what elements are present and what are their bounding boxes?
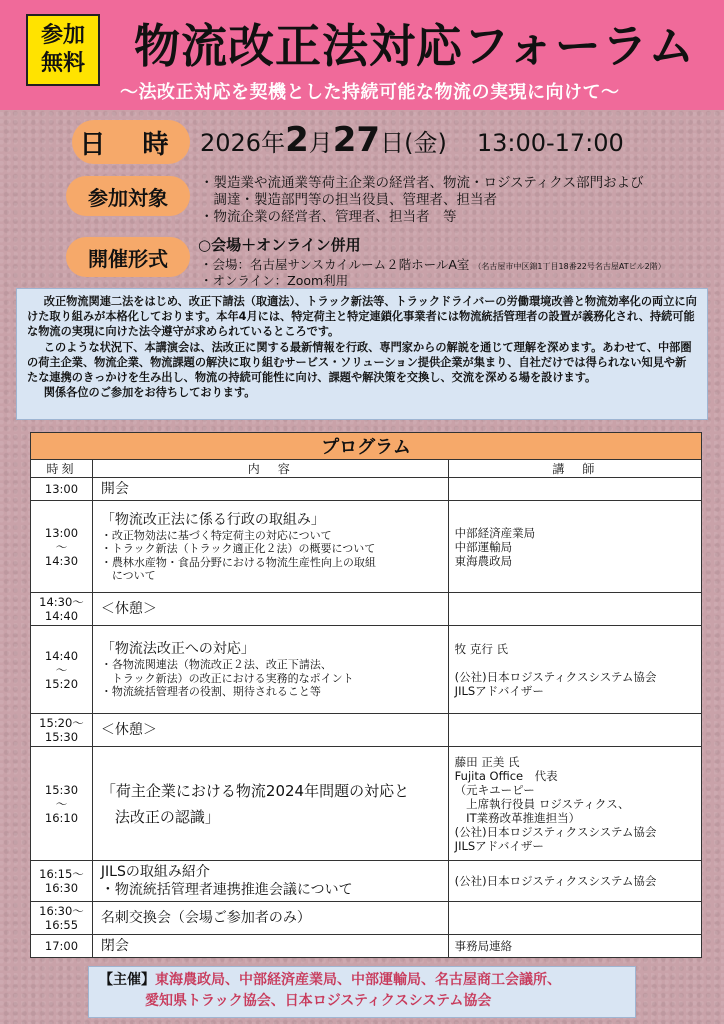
table-row	[31, 902, 702, 935]
session-point: ・トラック新法（トラック適正化２法）の概要について	[100, 542, 376, 555]
row-time	[31, 902, 93, 935]
row-speaker: 事務局連絡	[448, 935, 701, 958]
row-time	[31, 501, 93, 593]
row-speaker	[448, 747, 701, 861]
date-label: 日 時	[72, 120, 190, 164]
session-point: ・農林水産物・食品分野における物流生産性向上の取組	[100, 555, 376, 569]
table-row	[31, 501, 702, 593]
table-row	[31, 626, 702, 714]
intro-paragraph: このような状況下、本講演会は、法改正に関する最新情報を行政、専門家からの解説を通じて理解を深めます。あわせて、中部圏の荷主企業、物流企業、物流課題の解決に取り組むサービス・ソリューション提供企業が集まり、自社だけでは得られない知見や新たな連携のきっかけを生み出し、物流の持続可能性に向け、課題や解決策を交換し、交流を深める場を設けます。	[27, 340, 692, 385]
program-title: プログラム	[31, 433, 702, 460]
event-time: 13:00-17:00	[476, 129, 624, 157]
session-point: について	[100, 569, 156, 582]
speaker-name: 牧 克行 氏	[454, 641, 508, 656]
intro-paragraph: 関係各位のご参加をお待ちしております。	[43, 386, 256, 400]
col-speaker-header: 講 師	[448, 460, 701, 478]
time-end: 15:30	[44, 730, 79, 744]
session-point: トラック新法）の改正における実務的なポイント	[100, 671, 354, 685]
row-speaker	[448, 714, 701, 747]
time-end: 16:10	[44, 810, 79, 825]
row-time	[31, 714, 93, 747]
time-end: 15:20	[44, 676, 79, 691]
time-start: 15:30	[44, 782, 79, 797]
time-end: 14:40	[44, 609, 79, 623]
session-point: ・改正物効法に基づく特定荷主の対応について	[100, 528, 332, 542]
row-content: 名刺交換会（会場ご参加者のみ）	[92, 902, 448, 935]
table-row	[31, 714, 702, 747]
speaker-line: Fujita Office 代表	[454, 768, 558, 783]
row-time	[31, 626, 93, 714]
target-line: ・製造業や流通業等荷主企業の経営者、物流・ロジスティクス部門および	[200, 175, 644, 191]
organizers-line	[99, 970, 625, 991]
row-time	[31, 593, 93, 626]
row-content	[92, 626, 448, 714]
row-time	[31, 861, 93, 902]
row-speaker	[448, 902, 701, 935]
row-time: 13:00	[31, 478, 93, 501]
time-sep: ～	[55, 539, 68, 554]
format-label: 開催形式	[66, 237, 190, 277]
page-title: 物流改正法対応フォーラム	[134, 19, 696, 73]
venue-address: （名古屋市中区錦1丁目18番22号名古屋ATビル2階）	[473, 262, 666, 271]
row-content: 閉会	[92, 935, 448, 958]
session-details	[101, 529, 440, 583]
row-speaker	[448, 593, 701, 626]
event-datetime	[200, 120, 624, 160]
row-content	[92, 501, 448, 593]
row-time	[31, 747, 93, 861]
date-day-unit: 日(金)	[380, 129, 447, 157]
table-row	[31, 478, 702, 501]
col-content-header: 内 容	[92, 460, 448, 478]
target-label: 参加対象	[66, 176, 190, 216]
organizers-label: 【主催】	[99, 972, 155, 988]
table-row	[31, 861, 702, 902]
speaker-line: JILSアドバイザー	[454, 838, 544, 853]
target-list	[200, 175, 644, 226]
session-title: 「物流法改正への対応」	[100, 641, 255, 658]
row-time: 17:00	[31, 935, 93, 958]
time-sep: ～	[55, 796, 68, 811]
speaker-line: (公社)日本ロジスティクスシステム協会	[454, 669, 657, 684]
free-admission-badge	[26, 14, 100, 86]
time-sep: ～	[55, 662, 68, 677]
row-content: 開会	[92, 478, 448, 501]
speaker-line: （元キユーピー	[454, 782, 535, 797]
venue-name: ・会場：名古屋サンスカイルーム２階ホールA室	[200, 257, 470, 272]
speaker-line: (公社)日本ロジスティクスシステム協会	[454, 824, 657, 839]
speaker-line: 上席執行役員 ロジスティクス、	[454, 796, 630, 811]
speaker-name: 藤田 正美 氏	[454, 754, 520, 769]
time-end: 14:30	[44, 553, 79, 568]
table-row	[31, 935, 702, 958]
page-subtitle: ～法改正対応を契機とした持続可能な物流の実現に向けて～	[120, 82, 620, 103]
target-line: ・物流企業の経営者、管理者、担当者 等	[200, 209, 457, 225]
session-point: ・物流統括管理者の役割、期待されること等	[100, 685, 321, 699]
speaker-line: IT業務改革推進担当）	[454, 810, 581, 825]
format-heading: ○会場＋オンライン併用	[198, 236, 361, 254]
intro-paragraph: 改正物流関連二法をはじめ、改正下請法（取適法）、トラック新法等、トラックドライバーの労働環境改善と物流効率化の両立に向けた取り組みが本格化しております。本年4月には、特定荷主と特定連鎖化事業者には物流統括管理者の設置が義務化され、持続可能な物流の実現に向けた法令遵守が求められているところです。	[27, 295, 697, 339]
time-start: 16:15～	[39, 867, 84, 881]
time-end: 16:30	[44, 881, 79, 895]
row-speaker	[448, 478, 701, 501]
time-start: 16:30～	[39, 904, 84, 918]
time-start: 14:40	[44, 648, 79, 663]
speaker-line: 中部運輸局	[454, 539, 513, 554]
badge-line2: 無料	[40, 51, 85, 76]
table-row	[31, 747, 702, 861]
organizers-line: 愛知県トラック協会、日本ロジスティクスシステム協会	[145, 993, 492, 1009]
time-end: 16:55	[44, 918, 79, 932]
session-point: ・各物流関連法（物流改正２法、改正下請法、	[100, 658, 332, 672]
row-content	[92, 861, 448, 902]
organizers-box	[88, 966, 636, 1018]
session-point: ・物流統括管理者連携推進会議について	[100, 882, 353, 898]
row-content	[92, 747, 448, 861]
badge-line1: 参加	[40, 23, 85, 48]
col-time-header: 時刻	[31, 460, 93, 478]
row-content: ＜休憩＞	[92, 714, 448, 747]
target-line: 調達・製造部門等の担当役員、管理者、担当者	[200, 192, 497, 208]
speaker-line: JILSアドバイザー	[454, 683, 544, 698]
session-title-cont: 法改正の認識」	[114, 807, 220, 826]
time-start: 14:30～	[39, 595, 84, 609]
session-title: 「荷主企業における物流2024年問題の対応と	[100, 781, 410, 800]
session-title: JILSの取組み紹介	[100, 864, 210, 880]
time-start: 15:20～	[39, 716, 84, 730]
row-speaker	[448, 501, 701, 593]
header-banner	[0, 0, 724, 110]
time-start: 13:00	[44, 525, 79, 540]
program-table	[30, 432, 702, 958]
row-speaker	[448, 626, 701, 714]
speaker-line: 東海農政局	[454, 553, 513, 568]
session-details	[101, 658, 440, 699]
intro-text-box	[16, 288, 708, 420]
table-row	[31, 593, 702, 626]
date-month-unit: 月	[308, 129, 333, 157]
date-day: 27	[332, 120, 381, 160]
row-content: ＜休憩＞	[92, 593, 448, 626]
date-month: 2	[285, 120, 309, 160]
session-title: 「物流改正法に係る行政の取組み」	[100, 511, 325, 528]
speaker-line: 中部経済産業局	[454, 525, 536, 540]
row-speaker: (公社)日本ロジスティクスシステム協会	[448, 861, 701, 902]
online-line: ・オンライン：Zoom利用	[200, 273, 349, 288]
organizers-list: 東海農政局、中部経済産業局、中部運輸局、名古屋商工会議所、	[155, 972, 561, 988]
date-year: 2026年	[200, 129, 286, 157]
